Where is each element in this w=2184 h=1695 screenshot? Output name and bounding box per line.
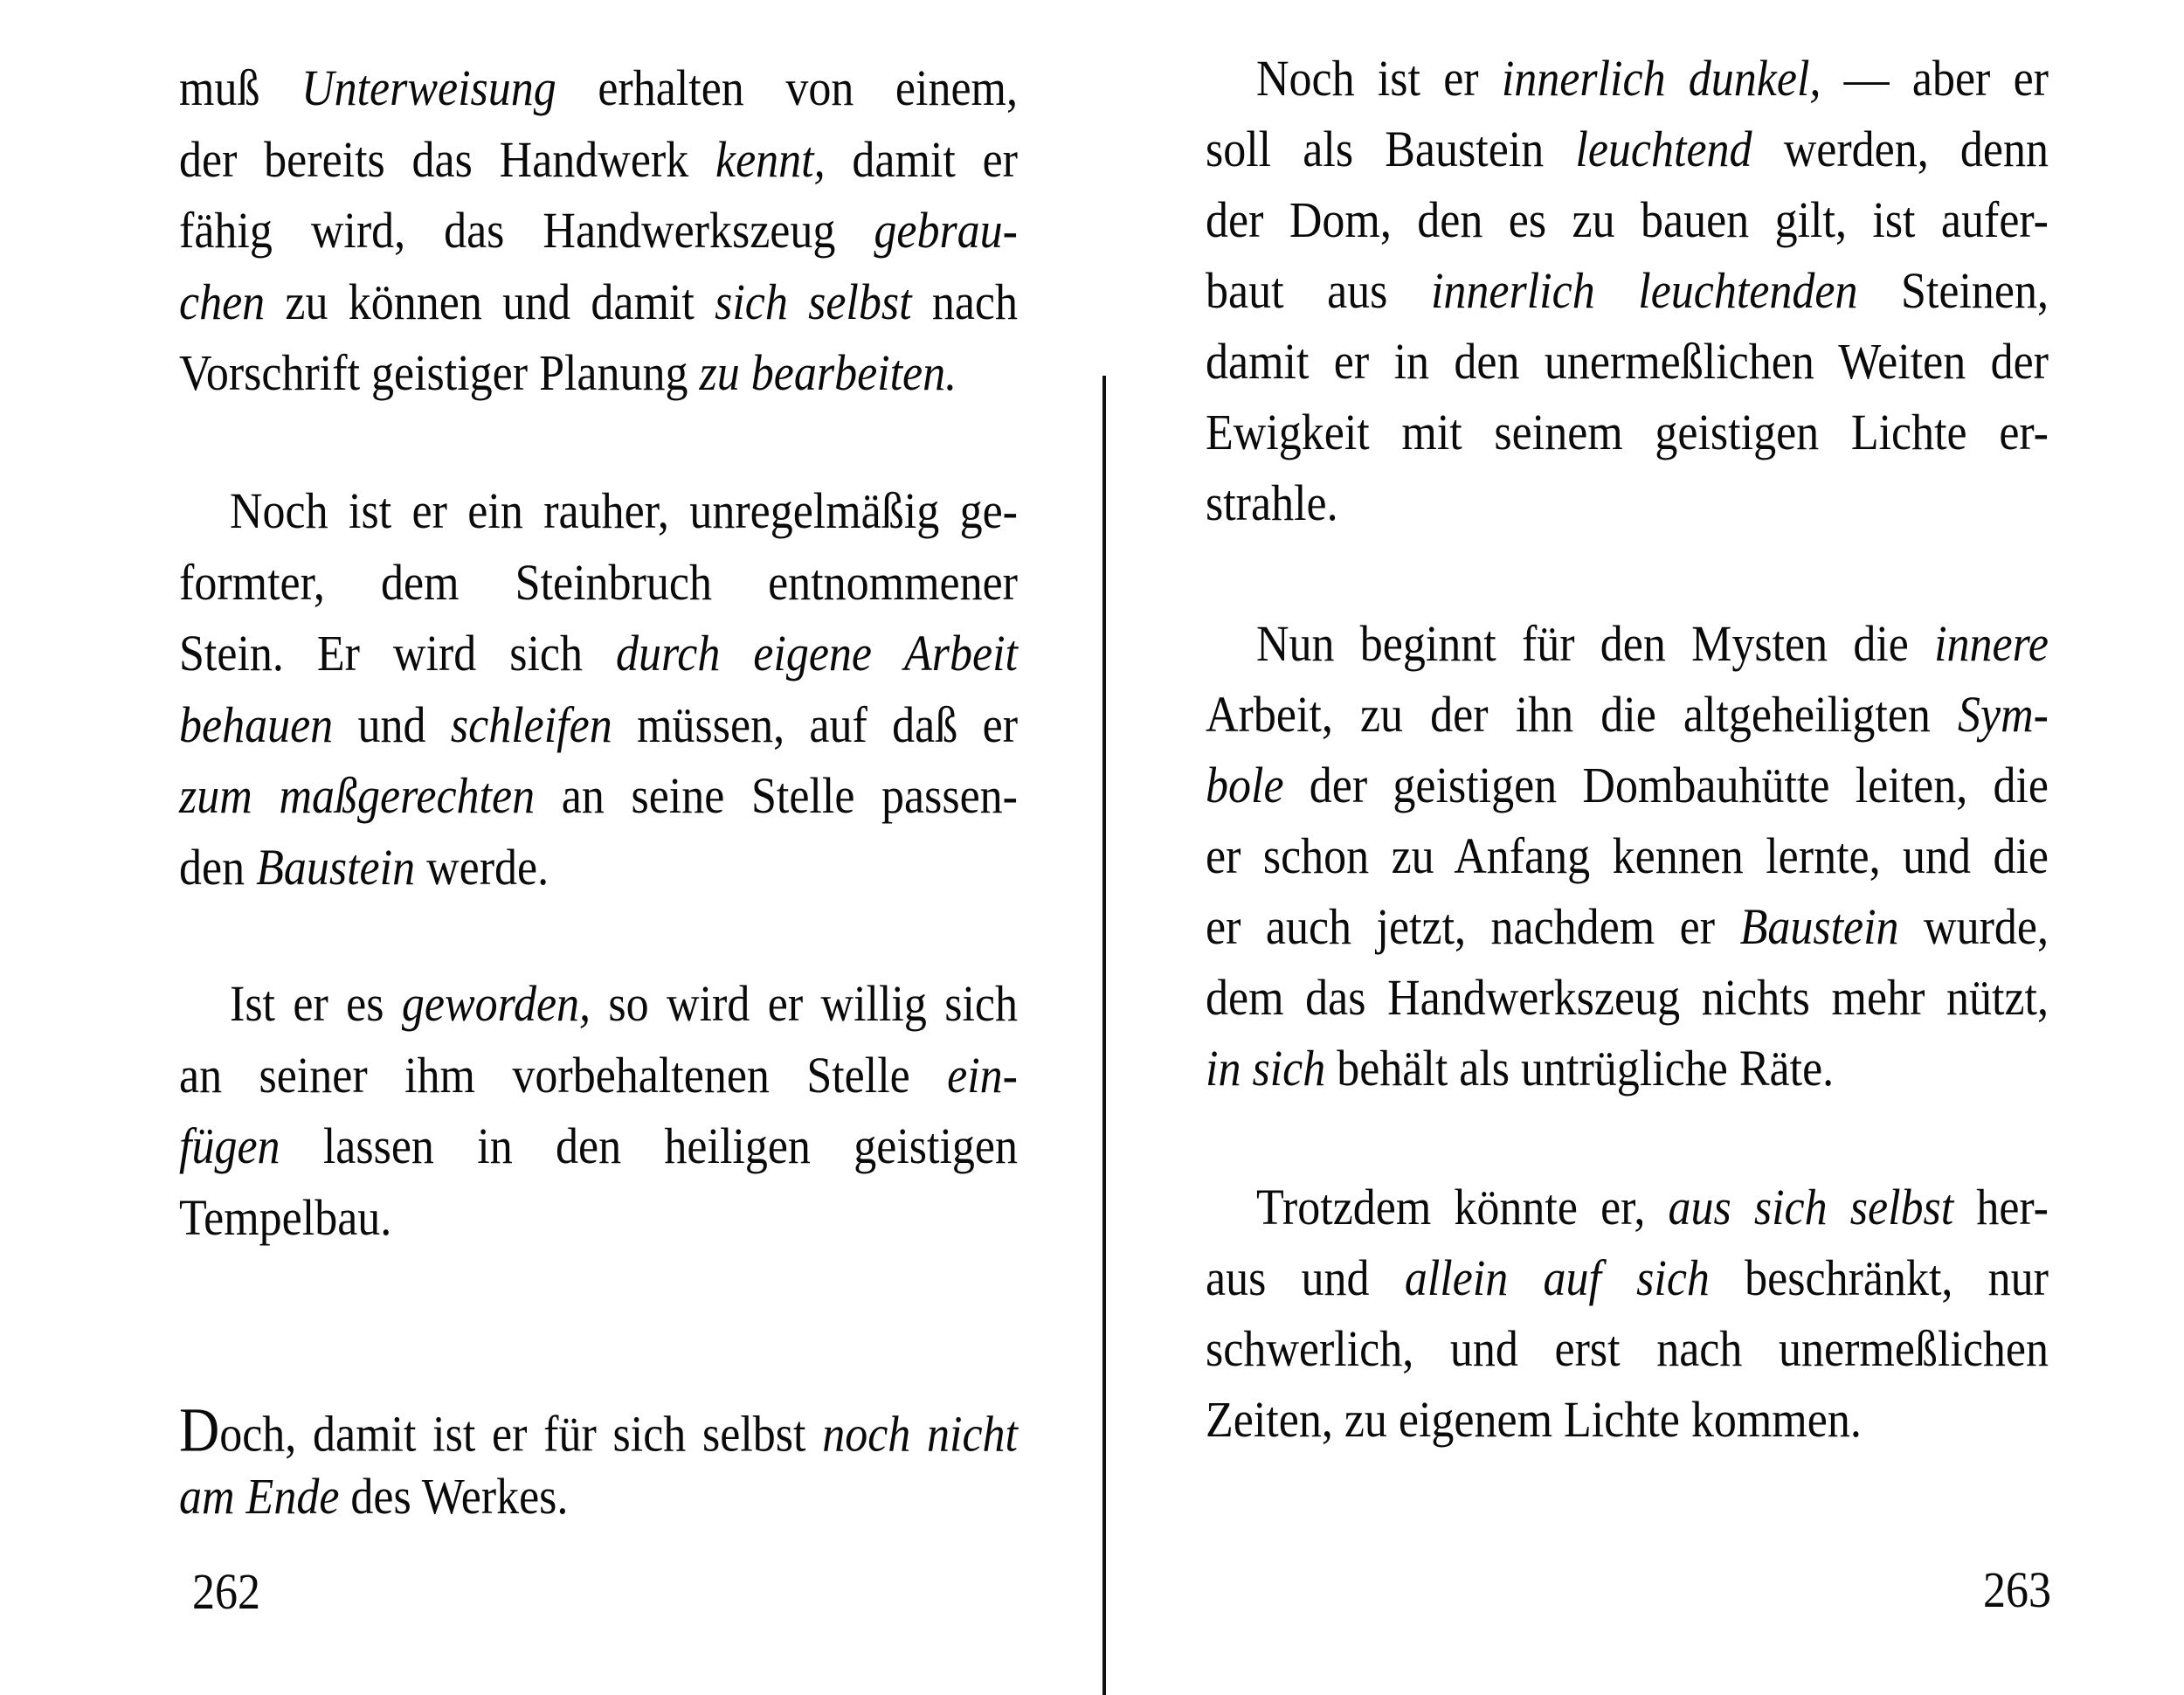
body-text: dem das Handwerkszeug nichts mehr nützt,: [1206, 970, 2049, 1027]
body-text: her-: [1953, 1180, 2049, 1236]
body-text: Arbeit, zu der ihn die altgeheiligten: [1206, 687, 1959, 744]
body-text: fähig wird, das Handwerkszeug: [179, 203, 874, 259]
emphasis-text: schleifen: [450, 696, 612, 753]
body-text: Vorschrift geistiger Planung: [179, 345, 700, 402]
emphasis-text: aus sich selbst: [1668, 1180, 1954, 1236]
text-line: [179, 1047, 1018, 1103]
text-line: [1206, 758, 2049, 814]
emphasis-text: innere: [1934, 616, 2049, 673]
text-line: [1206, 51, 2049, 107]
body-text: — aber er: [1821, 51, 2049, 107]
body-text: lassen in den heiligen geistigen: [280, 1118, 1018, 1175]
emphasis-text: sich selbst: [715, 273, 912, 330]
body-text: Tempelbau.: [179, 1189, 392, 1246]
emphasis-text: zum maßgerechten: [179, 768, 536, 825]
text-line: [1206, 1321, 2049, 1378]
body-text: aus und: [1206, 1250, 1405, 1307]
emphasis-text: am Ende: [179, 1468, 340, 1525]
emphasis-text: allein auf sich: [1404, 1250, 1710, 1307]
text-line: [179, 768, 1018, 825]
body-text: den: [179, 839, 257, 896]
text-line: [1206, 828, 2049, 885]
text-line: [1206, 970, 2049, 1027]
text-line: [179, 1118, 1018, 1175]
text-line: [179, 60, 1018, 117]
emphasis-text: leuchtend: [1575, 121, 1752, 178]
text-line: [179, 626, 1019, 682]
body-text: nach: [911, 273, 1018, 330]
book-gutter-line: [1102, 376, 1106, 1695]
body-text: damit er in den unermeßlichen Weiten der: [1206, 334, 2049, 391]
text-line: [1206, 899, 2049, 956]
text-line: [179, 976, 1018, 1033]
drop-initial: D: [179, 1394, 220, 1465]
emphasis-text: geworden,: [401, 976, 591, 1033]
emphasis-text: chen: [179, 273, 266, 330]
emphasis-text: innerlich leuchtenden: [1430, 263, 1858, 320]
body-text: erhalten von einem,: [556, 60, 1018, 117]
body-text: damit er: [825, 131, 1018, 188]
text-line: [1206, 1392, 2049, 1449]
body-text: Trotzdem könnte er,: [1256, 1180, 1669, 1236]
text-line: [1206, 475, 2049, 532]
text-line: [179, 1189, 1018, 1246]
text-line: [179, 131, 1018, 188]
page-number: 263: [1983, 1562, 2051, 1619]
emphasis-text: Baustein: [256, 839, 416, 896]
text-line: [1206, 334, 2049, 391]
body-text: an seiner ihm vorbehaltenen Stelle: [179, 1047, 948, 1103]
body-text: Nun beginnt für den Mysten die: [1256, 616, 1935, 673]
emphasis-text: in sich: [1206, 1041, 1326, 1097]
text-line: [179, 273, 1018, 330]
body-text: zu können und damit: [265, 273, 715, 330]
body-text: und: [333, 696, 451, 753]
body-text: baut aus: [1206, 263, 1431, 320]
emphasis-text: behauen: [179, 696, 334, 753]
emphasis-text: kennt,: [715, 131, 826, 188]
body-text: er auch jetzt, nachdem er: [1206, 899, 1740, 956]
text-line: [179, 483, 1018, 540]
text-line: [1206, 192, 2049, 249]
emphasis-text: noch nicht: [822, 1407, 1019, 1463]
body-text: der geistigen Dombauhütte leiten, die: [1283, 758, 2049, 814]
text-line: [1206, 1250, 2049, 1307]
body-text: muß: [179, 60, 302, 117]
text-line: [179, 203, 1018, 259]
body-text: Ewigkeit mit seinem geistigen Lichte er-: [1206, 405, 2049, 461]
body-text: an seine Stelle passen-: [535, 768, 1018, 825]
body-text: des Werkes.: [339, 1468, 569, 1525]
emphasis-text: bole: [1206, 758, 1284, 814]
body-text: och, damit ist er für sich selbst: [219, 1407, 823, 1463]
body-text: Stein. Er wird sich: [179, 626, 616, 682]
text-line: [1206, 1180, 2049, 1236]
text-line: [179, 696, 1019, 753]
body-text: der bereits das Handwerk: [179, 131, 716, 188]
text-line: [179, 839, 1018, 896]
body-text: der Dom, den es zu bauen gilt, ist aufer-: [1206, 192, 2049, 249]
body-text: wurde,: [1898, 899, 2049, 956]
body-text: er schon zu Anfang kennen lernte, und die: [1206, 828, 2049, 885]
emphasis-text: ein-: [947, 1047, 1018, 1103]
text-line: [1206, 616, 2049, 673]
emphasis-text: fügen: [179, 1118, 280, 1175]
text-line: [179, 554, 1018, 611]
text-line: [1206, 121, 2049, 178]
emphasis-text: durch eigene Arbeit: [615, 626, 1019, 682]
body-text: Noch ist er: [1256, 51, 1502, 107]
body-text: schwerlich, und erst nach unermeßlichen: [1206, 1321, 2049, 1378]
text-line: [1206, 405, 2049, 461]
body-text: so wird er willig sich: [591, 976, 1018, 1033]
body-text: Ist er es: [230, 976, 402, 1033]
emphasis-text: zu bearbeiten.: [699, 345, 957, 402]
body-text: Noch ist er ein rauher, unregelmäßig ge-: [230, 483, 1018, 540]
page-number: 262: [192, 1564, 260, 1621]
body-text: Steinen,: [1857, 263, 2049, 320]
body-text: beschränkt, nur: [1709, 1250, 2049, 1307]
body-text: werden, denn: [1752, 121, 2049, 178]
emphasis-text: Sym-: [1958, 687, 2049, 744]
body-text: werde.: [415, 839, 549, 896]
body-text: formter, dem Steinbruch entnommener: [179, 554, 1018, 611]
text-line: [1206, 687, 2049, 744]
emphasis-text: innerlich dunkel,: [1501, 51, 1821, 107]
text-line: [179, 1394, 1019, 1465]
body-text: behält als untrügliche Räte.: [1325, 1041, 1835, 1097]
body-text: Zeiten, zu eigenem Lichte kommen.: [1206, 1392, 1862, 1449]
text-line: [1206, 263, 2049, 320]
text-line: [179, 345, 1018, 402]
emphasis-text: Unterweisung: [301, 60, 556, 117]
emphasis-text: Baustein: [1739, 899, 1899, 956]
text-line: [1206, 1041, 2049, 1097]
text-line: [179, 1468, 1018, 1525]
right-page: [1092, 0, 2184, 1695]
body-text: müssen, auf daß er: [612, 696, 1019, 753]
body-text: strahle.: [1206, 475, 1338, 532]
emphasis-text: gebrau-: [874, 203, 1018, 259]
body-text: soll als Baustein: [1206, 121, 1576, 178]
